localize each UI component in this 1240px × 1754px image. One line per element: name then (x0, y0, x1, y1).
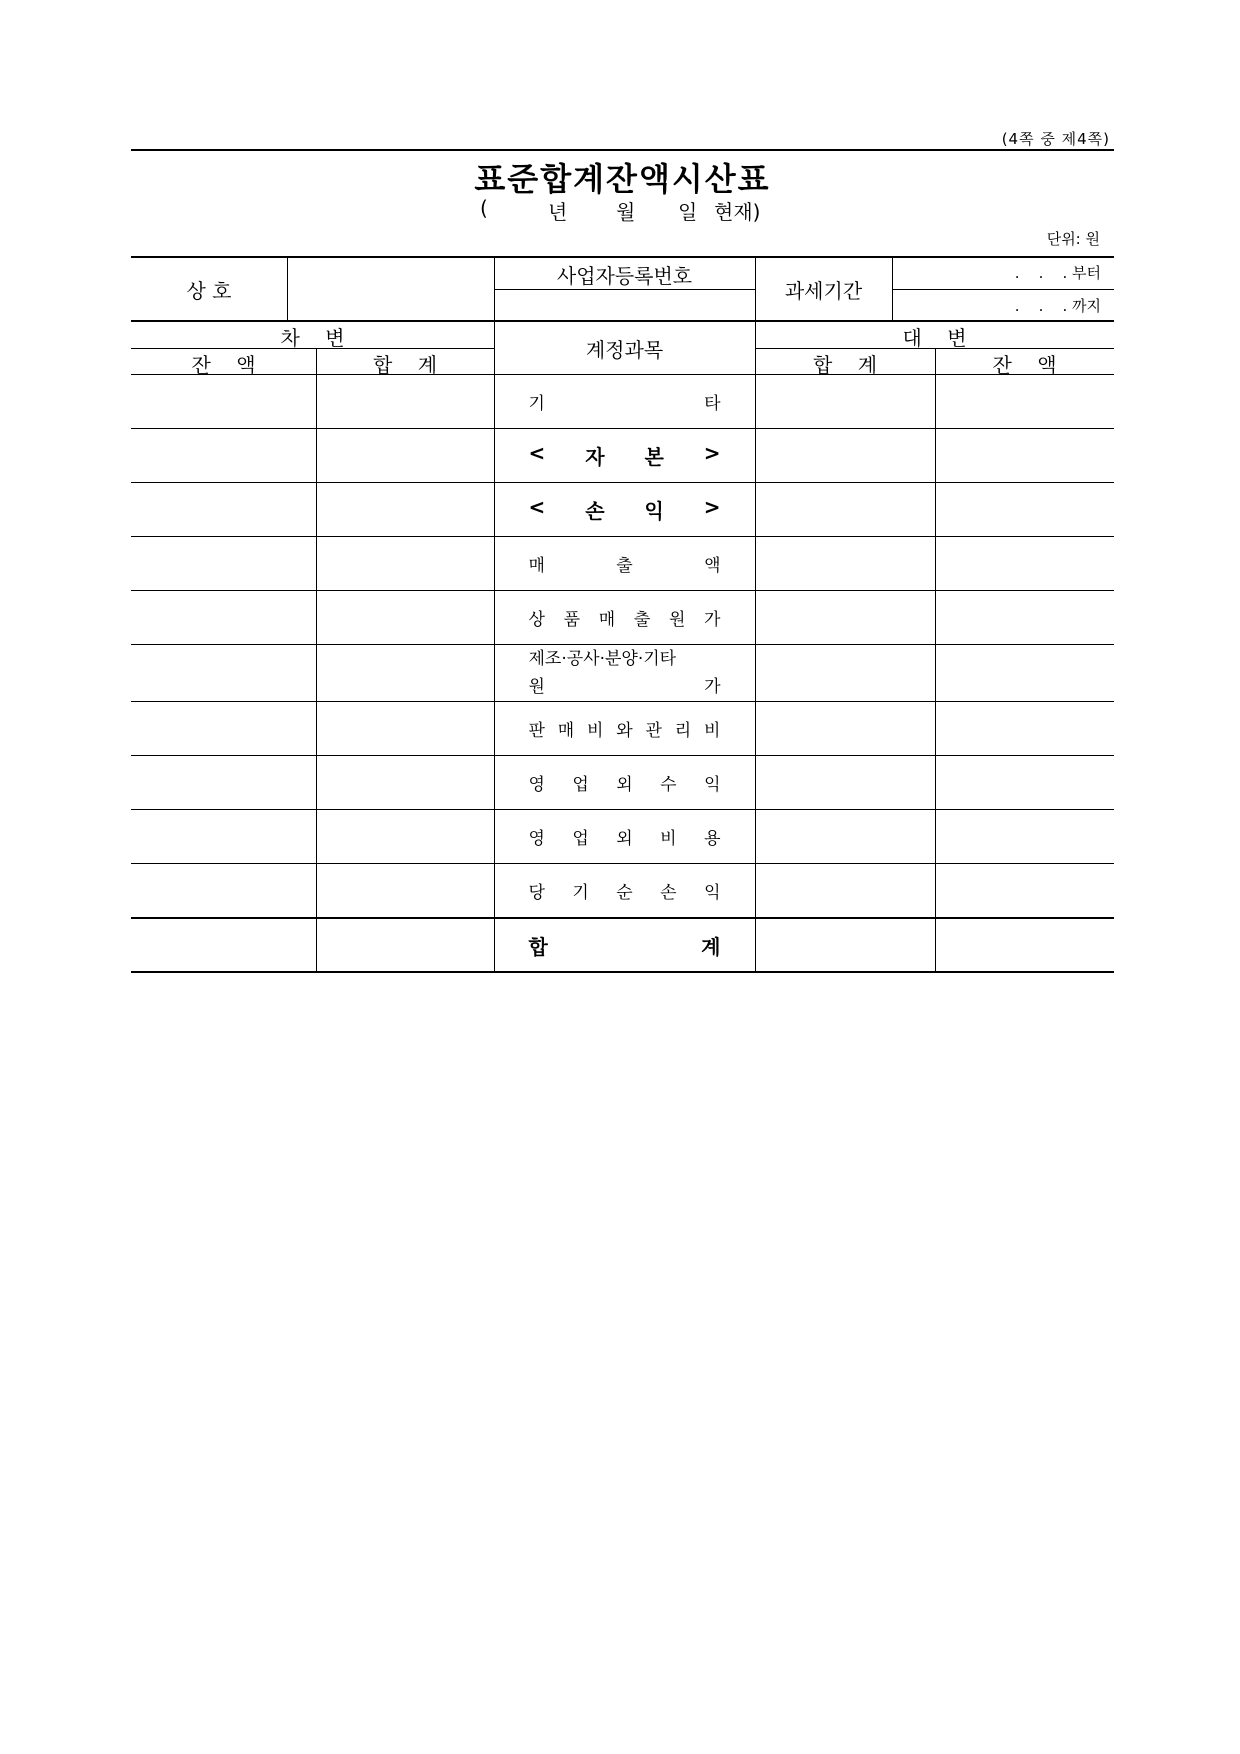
account-name (494, 591, 755, 645)
debit-total-total[interactable] (316, 918, 494, 972)
document-title: 표준합계잔액시산표 (474, 160, 771, 198)
debit-total-cell[interactable] (316, 645, 494, 702)
account-char: 가 (704, 610, 721, 630)
debit-balance-cell[interactable] (131, 645, 316, 702)
account-line-1: 제조·공사·분양·기타 (528, 649, 677, 669)
account-char: 순 (616, 883, 633, 903)
credit-total-cell[interactable] (755, 810, 935, 864)
credit-total-cell[interactable] (755, 756, 935, 810)
credit-balance-cell[interactable] (935, 591, 1114, 645)
debit-balance-cell[interactable] (131, 702, 316, 756)
account-char: 가 (704, 677, 721, 697)
account-char: 외 (616, 775, 633, 795)
credit-balance-cell[interactable] (935, 483, 1114, 537)
account-char: 영 (528, 775, 545, 795)
credit-total-total[interactable] (755, 918, 935, 972)
debit-balance-cell[interactable] (131, 483, 316, 537)
subtitle-day: 일 (678, 200, 698, 224)
account-name (494, 537, 755, 591)
account-name (494, 375, 755, 429)
account-name (494, 810, 755, 864)
credit-balance-cell[interactable] (935, 810, 1114, 864)
account-header: 계정과목 (585, 338, 664, 362)
account-char: 본 (644, 445, 664, 469)
account-char: 자 (585, 445, 605, 469)
account-name (494, 756, 755, 810)
account-char: 원 (528, 677, 545, 697)
credit-balance-header: 잔 액 (992, 353, 1057, 377)
header-block (131, 256, 1114, 322)
debit-total-cell[interactable] (316, 702, 494, 756)
account-char: > (703, 441, 721, 465)
credit-total-cell[interactable] (755, 537, 935, 591)
debit-total-cell[interactable] (316, 591, 494, 645)
account-char: 타 (704, 394, 721, 414)
account-char: 상 (528, 610, 545, 630)
total-label (494, 918, 755, 972)
debit-total-header: 합 계 (372, 353, 438, 377)
account-name (494, 702, 755, 756)
credit-total-cell[interactable] (755, 702, 935, 756)
table-row (131, 756, 1114, 810)
account-char: 출 (633, 610, 651, 630)
debit-balance-cell[interactable] (131, 375, 316, 429)
debit-balance-cell[interactable] (131, 756, 316, 810)
account-char: 익 (704, 775, 721, 795)
table-row (131, 375, 1114, 429)
account-char: 계 (701, 934, 721, 959)
credit-balance-cell[interactable] (935, 702, 1114, 756)
credit-total-cell[interactable] (755, 864, 935, 919)
account-char: < (528, 495, 546, 519)
account-char: 수 (660, 775, 677, 795)
account-char: 매 (598, 610, 616, 630)
account-char: 리 (674, 721, 692, 741)
period-label: 과세기간 (784, 279, 863, 303)
total-row (131, 918, 1114, 972)
account-char: 와 (616, 721, 633, 741)
debit-balance-cell[interactable] (131, 591, 316, 645)
column-header (131, 320, 1114, 375)
account-char: 업 (572, 775, 589, 795)
account-char: 영 (528, 829, 545, 849)
debit-total-cell[interactable] (316, 429, 494, 483)
account-char: 익 (644, 499, 664, 523)
period-from[interactable]: . . . 부터 (1014, 264, 1101, 282)
account-char: 원 (668, 610, 686, 630)
debit-balance-cell[interactable] (131, 537, 316, 591)
account-char: 비 (587, 721, 604, 741)
unit-label: 단위: 원 (1046, 230, 1100, 248)
table-row (131, 645, 1114, 702)
account-char: 비 (704, 721, 721, 741)
table-row (131, 702, 1114, 756)
table-row (131, 591, 1114, 645)
account-char: 외 (616, 829, 633, 849)
trial-balance-table (131, 375, 1114, 973)
account-name (494, 645, 755, 702)
account-char: 비 (660, 829, 677, 849)
subtitle-open: ( (480, 196, 488, 220)
top-rule (131, 149, 1114, 151)
subtitle-year: 년 (548, 200, 568, 224)
credit-total-cell[interactable] (755, 591, 935, 645)
as-of-date (470, 196, 770, 222)
account-name (494, 864, 755, 919)
account-char: 용 (704, 829, 721, 849)
credit-balance-cell[interactable] (935, 537, 1114, 591)
debit-total-cell[interactable] (316, 537, 494, 591)
account-char: 업 (572, 829, 589, 849)
debit-balance-total[interactable] (131, 918, 316, 972)
table-row (131, 810, 1114, 864)
debit-balance-cell[interactable] (131, 864, 316, 919)
bizno-field[interactable] (496, 292, 753, 318)
credit-header: 대 변 (902, 326, 967, 350)
debit-balance-header: 잔 액 (191, 353, 256, 377)
credit-balance-cell[interactable] (935, 429, 1114, 483)
table-row (131, 429, 1114, 483)
credit-balance-total[interactable] (935, 918, 1114, 972)
period-to[interactable]: . . . 까지 (1014, 297, 1101, 315)
subtitle-as-of: 현재) (714, 200, 761, 224)
account-char: 손 (585, 499, 605, 523)
subtitle-month: 월 (616, 200, 636, 224)
account-char: 손 (660, 883, 677, 903)
credit-balance-cell[interactable] (935, 756, 1114, 810)
account-char: 매 (557, 721, 575, 741)
debit-total-cell[interactable] (316, 810, 494, 864)
debit-balance-cell[interactable] (131, 810, 316, 864)
account-name (494, 429, 755, 483)
account-char: 품 (563, 610, 581, 630)
account-char: 판 (528, 721, 545, 741)
page-number: (4쪽 중 제4쪽) (1001, 130, 1110, 148)
account-char: 기 (528, 394, 545, 414)
credit-balance-cell[interactable] (935, 864, 1114, 919)
credit-total-cell[interactable] (755, 429, 935, 483)
debit-header: 차 변 (280, 326, 345, 350)
credit-total-cell[interactable] (755, 375, 935, 429)
bizno-label: 사업자등록번호 (556, 264, 693, 288)
table-row (131, 537, 1114, 591)
credit-total-header: 합 계 (812, 353, 878, 377)
table-row (131, 483, 1114, 537)
account-char: < (528, 441, 546, 465)
account-char: 합 (528, 934, 548, 959)
credit-total-cell[interactable] (755, 645, 935, 702)
debit-total-cell[interactable] (316, 375, 494, 429)
account-char: > (703, 495, 721, 519)
account-name (494, 483, 755, 537)
account-char: 기 (572, 883, 589, 903)
debit-total-cell[interactable] (316, 864, 494, 919)
debit-total-cell[interactable] (316, 483, 494, 537)
account-char: 익 (704, 883, 721, 903)
credit-balance-cell[interactable] (935, 645, 1114, 702)
account-char: 관 (645, 721, 662, 741)
debit-balance-cell[interactable] (131, 429, 316, 483)
account-char: 출 (616, 556, 633, 576)
account-char: 액 (704, 556, 721, 576)
account-char: 매 (528, 556, 545, 576)
account-char: 당 (528, 883, 545, 903)
credit-total-cell[interactable] (755, 483, 935, 537)
debit-total-cell[interactable] (316, 756, 494, 810)
credit-balance-cell[interactable] (935, 375, 1114, 429)
company-label: 상 호 (186, 279, 232, 303)
table-row (131, 864, 1114, 919)
